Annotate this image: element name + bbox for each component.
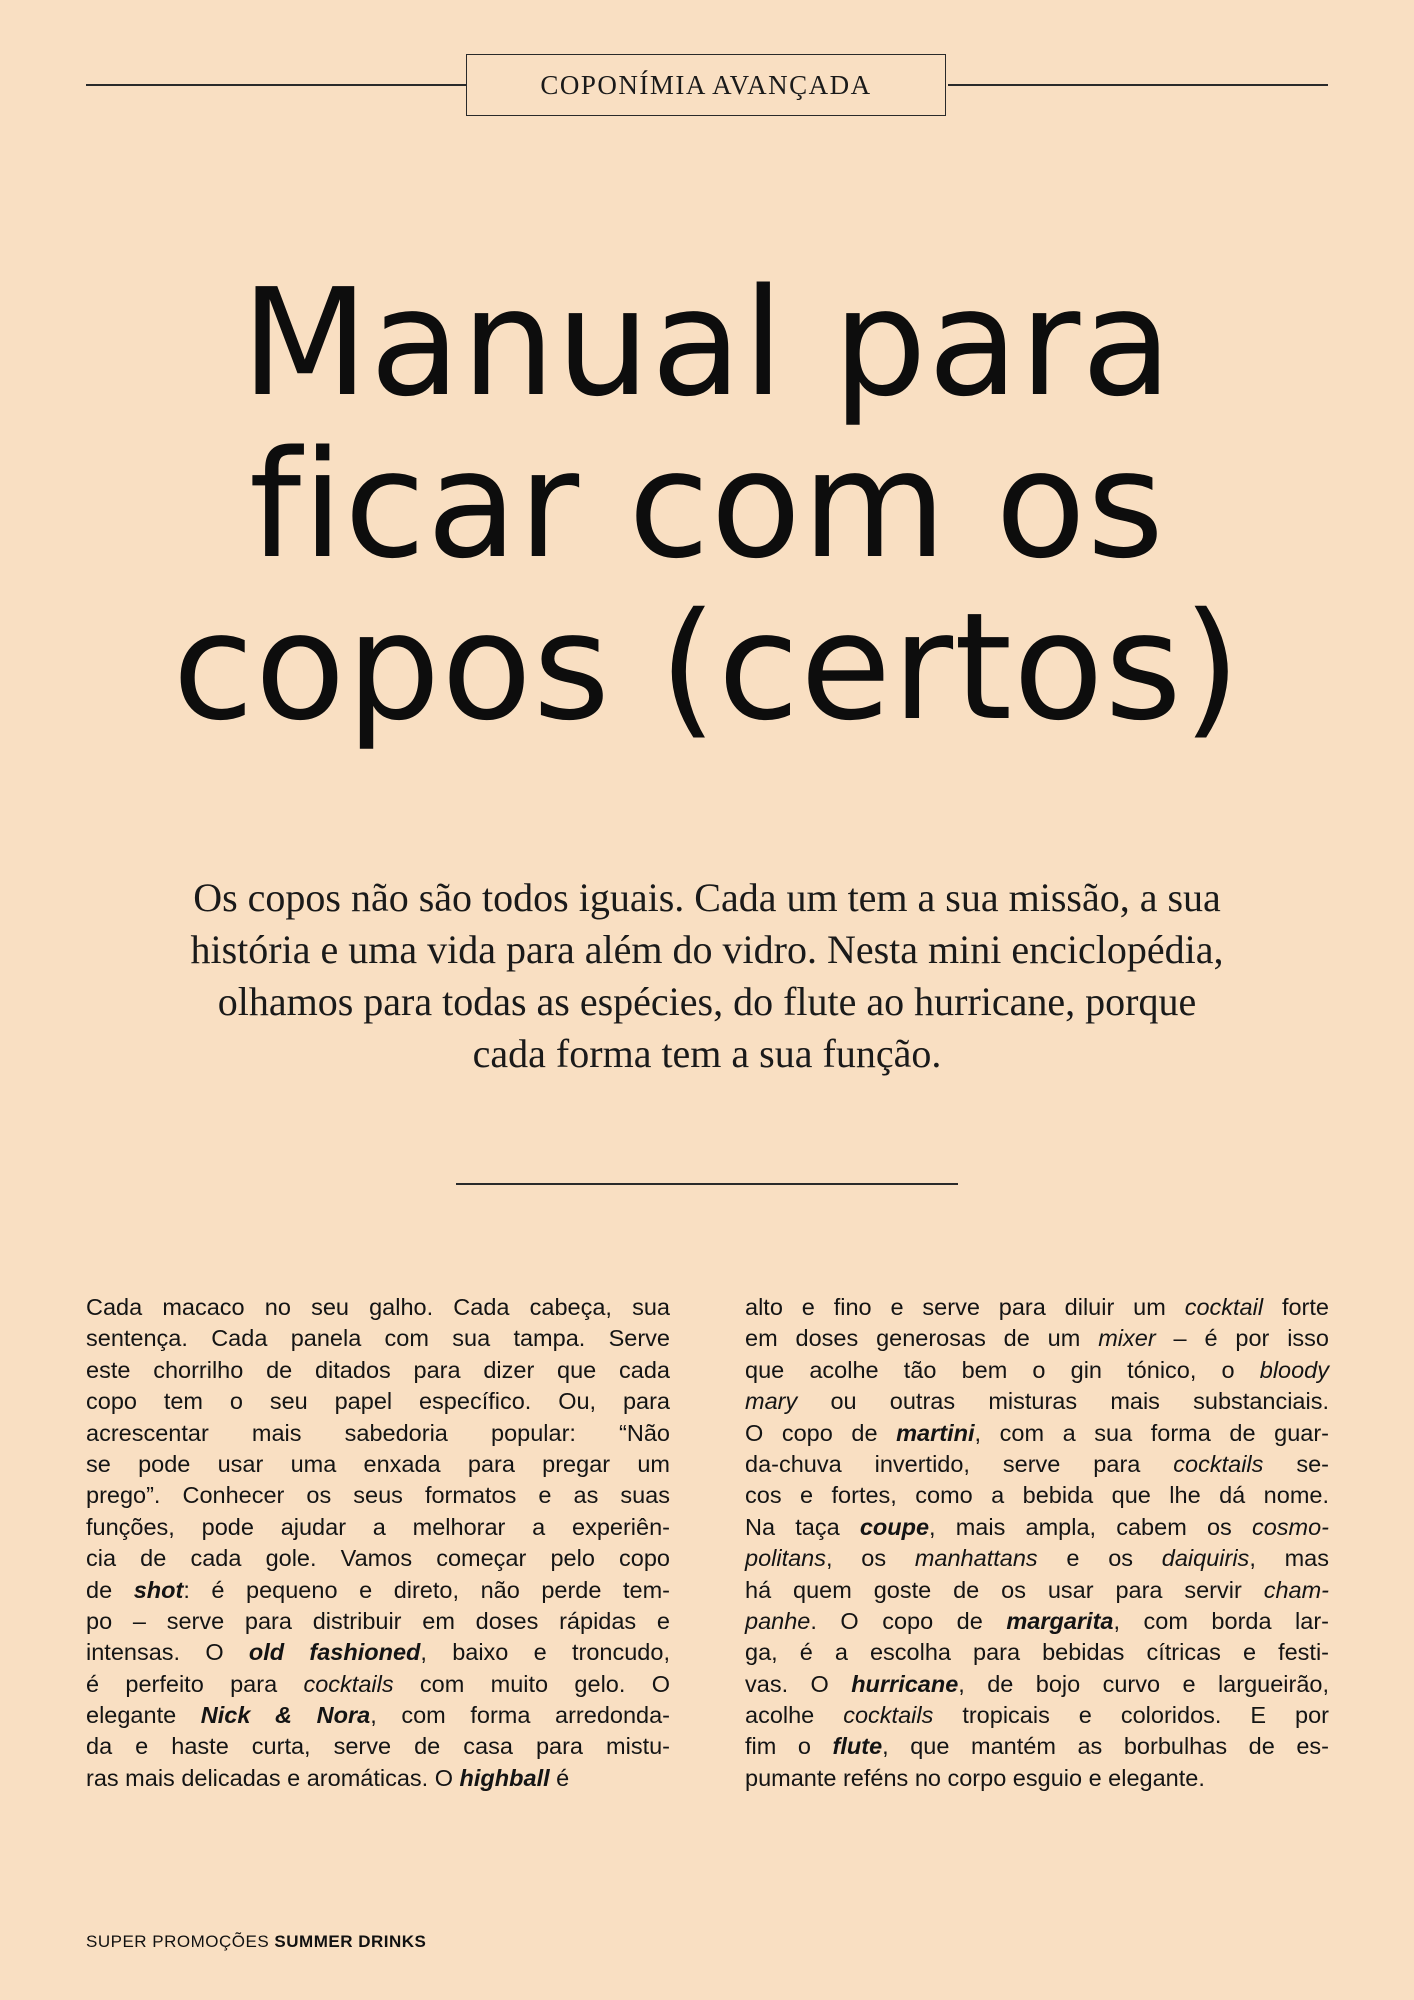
glass-term: highball xyxy=(459,1764,550,1791)
lede-line: história e uma vida para além do vidro. Nesta mini enciclopédia, xyxy=(190,927,1224,972)
emphasis-term: bloody xyxy=(1259,1356,1329,1383)
body-line: é perfeito para cocktails com muito gelo. O xyxy=(86,1670,670,1697)
lede-line: Os copos não são todos iguais. Cada um tem a sua missão, a sua xyxy=(193,875,1221,920)
body-line: da e haste curta, serve de casa para mistu- xyxy=(86,1733,670,1760)
body-line: há quem goste de os usar para servir cham- xyxy=(745,1576,1329,1603)
body-line: ga, é a escolha para bebidas cítricas e festi- xyxy=(745,1639,1329,1666)
footer-prefix: SUPER PROMOÇÕES xyxy=(86,1932,275,1951)
page-footer xyxy=(86,1932,426,1952)
emphasis-term: cocktails xyxy=(1173,1450,1264,1477)
lede-line: cada forma tem a sua função. xyxy=(472,1031,942,1076)
header-rule-right xyxy=(948,84,1328,86)
body-line: acolhe cocktails tropicais e coloridos. E por xyxy=(745,1702,1330,1729)
body-line: copo tem o seu papel específico. Ou, para xyxy=(86,1388,670,1415)
emphasis-term: politans xyxy=(745,1545,826,1572)
emphasis-term: daiquiris xyxy=(1161,1545,1250,1572)
title-line: Manual para xyxy=(240,257,1174,429)
body-line: O copo de martini, com a sua forma de guar- xyxy=(745,1419,1329,1446)
body-line: pumante reféns no corpo esguio e elegante. xyxy=(745,1764,1205,1791)
body-line: politans, os manhattans e os daiquiris, mas xyxy=(745,1545,1329,1572)
glass-term: coupe xyxy=(859,1513,930,1540)
body-line: de shot: é pequeno e direto, não perde tem- xyxy=(86,1576,670,1603)
title-line: copos (certos) xyxy=(172,581,1242,753)
body-line: intensas. O old fashioned, baixo e troncudo, xyxy=(86,1639,670,1666)
section-label: COPONÍMIA AVANÇADA xyxy=(466,54,946,116)
body-line: que acolhe tão bem o gin tónico, o bloody xyxy=(745,1356,1329,1383)
glass-term: Nick & Nora xyxy=(200,1702,371,1729)
glass-term: margarita xyxy=(1006,1607,1114,1634)
emphasis-term: mixer xyxy=(1098,1325,1156,1352)
emphasis-term: cocktails xyxy=(303,1670,394,1697)
body-line: acrescentar mais sabedoria popular: “Não xyxy=(86,1419,670,1446)
glass-term: hurricane xyxy=(851,1670,959,1697)
body-line: po – serve para distribuir em doses rápidas e xyxy=(86,1607,670,1634)
body-line: em doses generosas de um mixer – é por isso xyxy=(745,1325,1330,1352)
body-line: da-chuva invertido, serve para cocktails se- xyxy=(745,1450,1329,1477)
body-column-right xyxy=(745,1292,1329,1794)
emphasis-term: cham- xyxy=(1263,1576,1329,1603)
body-line: sentença. Cada panela com sua tampa. Serve xyxy=(86,1325,670,1352)
title-line: ficar com os xyxy=(249,419,1165,591)
footer-emphasis: SUMMER DRINKS xyxy=(274,1932,427,1951)
header-rule-left xyxy=(86,84,466,86)
page-title xyxy=(60,257,1354,753)
emphasis-term: cosmo- xyxy=(1251,1513,1329,1540)
body-line: Na taça coupe, mais ampla, cabem os cosmo- xyxy=(745,1513,1329,1540)
body-line: vas. O hurricane, de bojo curvo e largueirão, xyxy=(745,1670,1330,1697)
body-line: elegante Nick & Nora, com forma arredonda- xyxy=(86,1702,670,1729)
body-line: ras mais delicadas e aromáticas. O highball é xyxy=(86,1764,570,1791)
emphasis-term: cocktail xyxy=(1184,1294,1264,1320)
body-line: cos e fortes, como a bebida que lhe dá nome. xyxy=(745,1482,1329,1509)
body-column-left xyxy=(86,1292,670,1794)
glass-term: flute xyxy=(832,1733,883,1760)
glass-term: shot xyxy=(133,1576,184,1603)
emphasis-term: manhattans xyxy=(914,1545,1038,1572)
section-divider xyxy=(456,1183,958,1185)
body-line: alto e fino e serve para diluir um cocktail forte xyxy=(745,1294,1329,1320)
emphasis-term: panhe xyxy=(745,1607,811,1634)
body-line: se pode usar uma enxada para pregar um xyxy=(86,1450,670,1477)
body-line: panhe. O copo de margarita, com borda lar- xyxy=(745,1607,1329,1634)
lede-line: olhamos para todas as espécies, do flute ao hurricane, porque xyxy=(217,979,1197,1024)
body-line: Cada macaco no seu galho. Cada cabeça, sua xyxy=(86,1294,670,1320)
body-line: este chorrilho de ditados para dizer que cada xyxy=(86,1356,670,1383)
body-line: fim o flute, que mantém as borbulhas de es- xyxy=(745,1733,1329,1760)
emphasis-term: mary xyxy=(745,1388,798,1415)
lede-paragraph xyxy=(110,872,1304,1080)
glass-term: old fashioned xyxy=(248,1639,421,1666)
emphasis-term: cocktails xyxy=(843,1702,934,1729)
body-line: funções, pode ajudar a melhorar a experiên- xyxy=(86,1513,670,1540)
body-line: prego”. Conhecer os seus formatos e as suas xyxy=(86,1482,670,1509)
body-line: cia de cada gole. Vamos começar pelo copo xyxy=(86,1545,670,1572)
glass-term: martini xyxy=(896,1419,975,1446)
body-line: mary ou outras misturas mais substanciais. xyxy=(745,1388,1329,1415)
